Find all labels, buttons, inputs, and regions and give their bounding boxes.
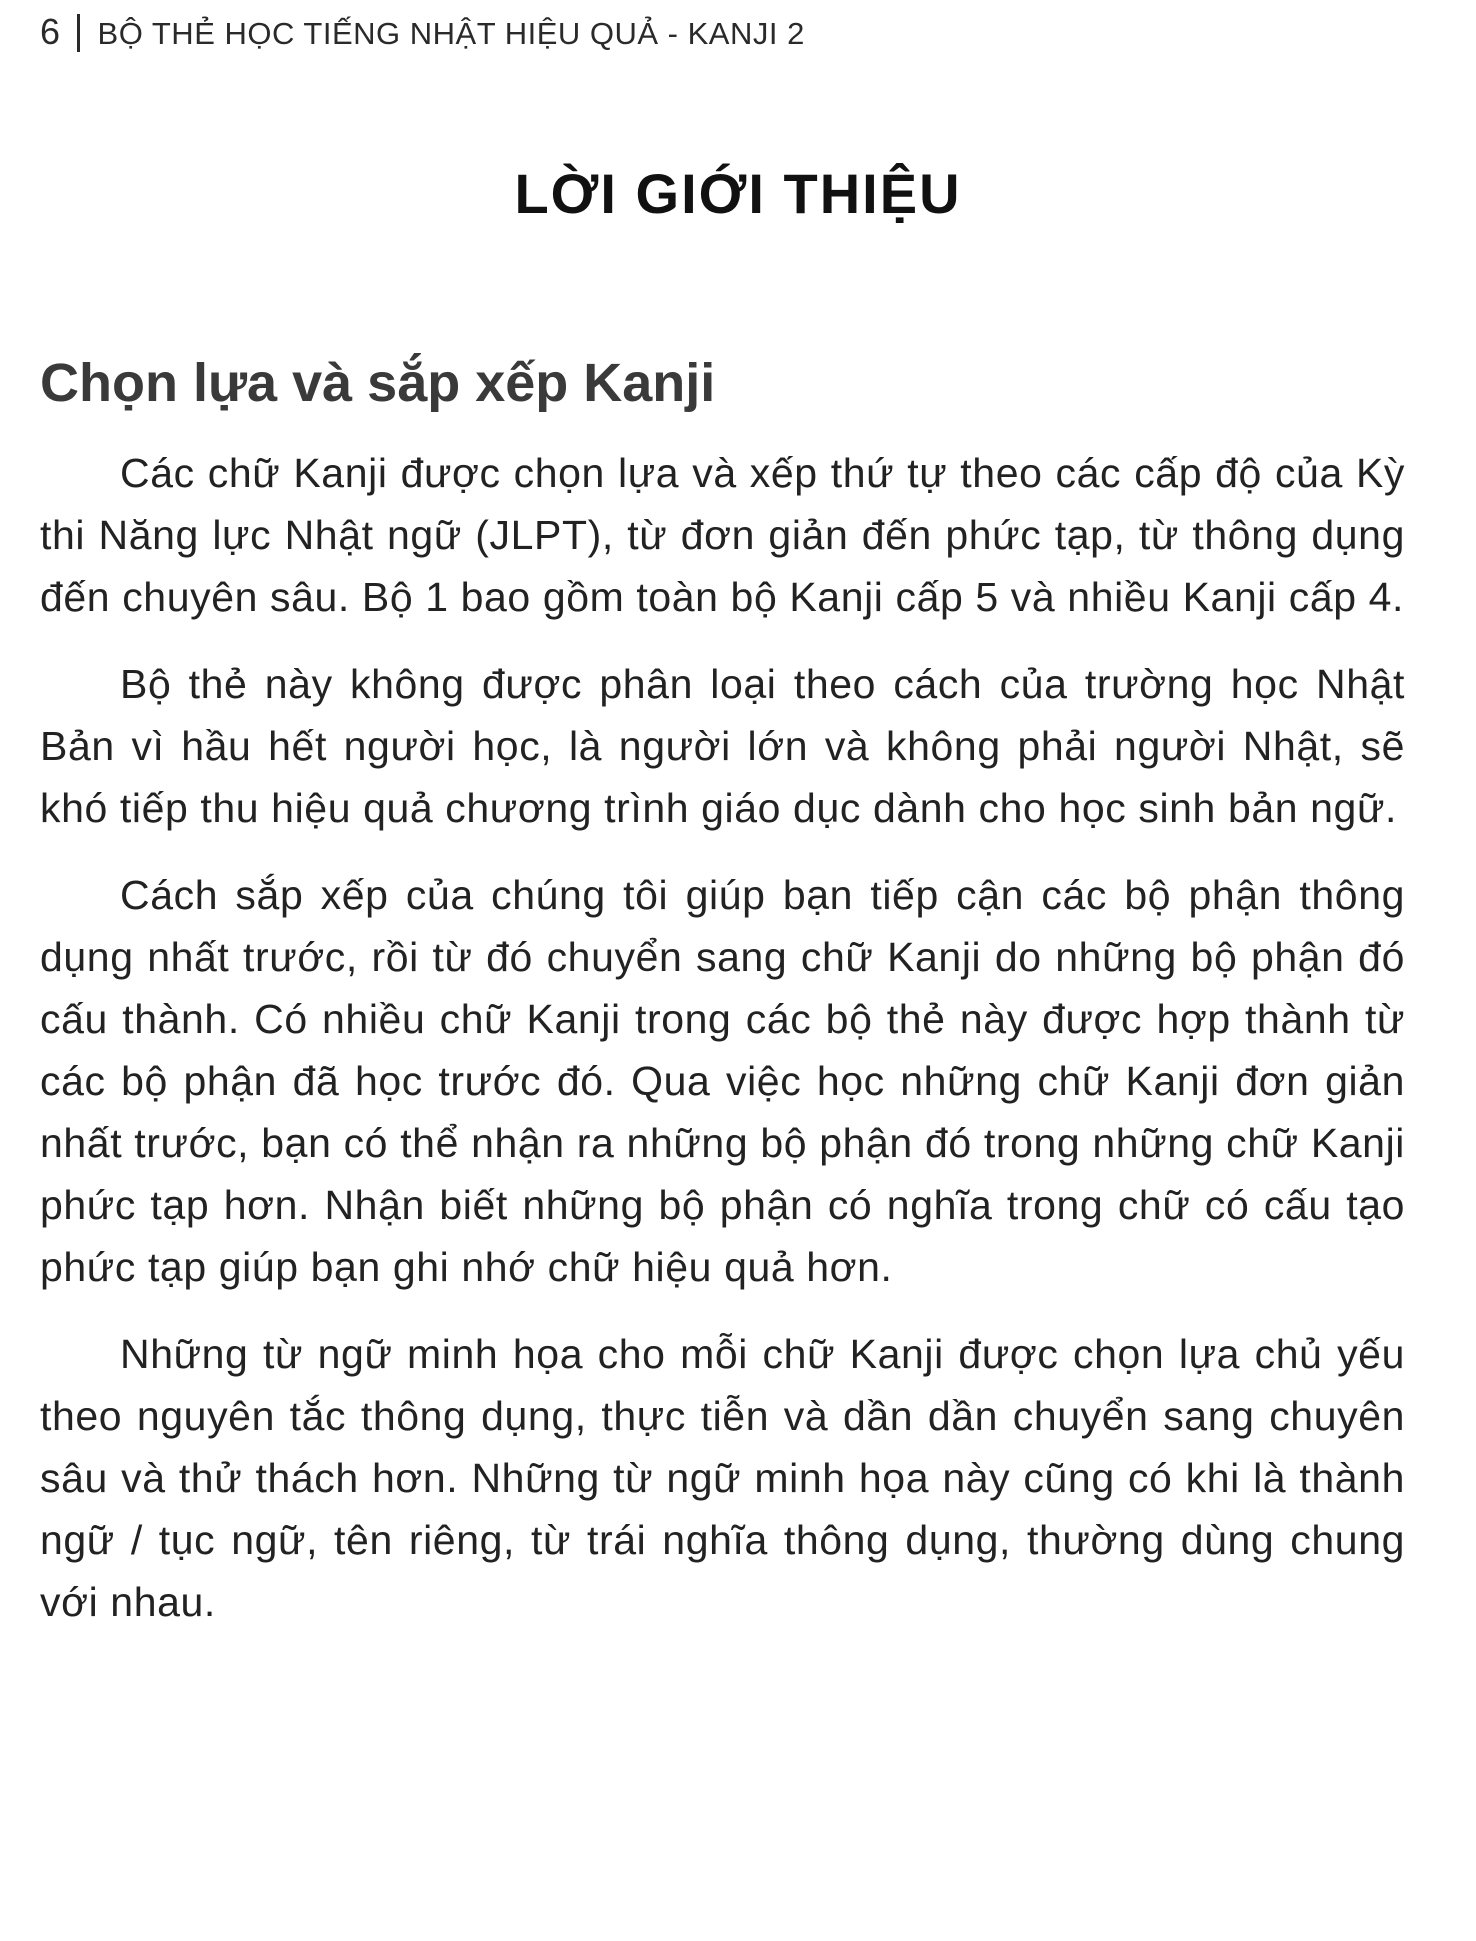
book-title: BỘ THẺ HỌC TIẾNG NHẬT HIỆU QUẢ - KANJI 2 bbox=[97, 16, 805, 51]
paragraph: Cách sắp xếp của chúng tôi giúp bạn tiếp cận các bộ phận thông dụng nhất trước, rồi từ đó chuyển sang chữ Kanji do những bộ phận đó cấu thành. Có nhiều chữ Kanji trong các bộ thẻ này được hợp thành từ các bộ phận đã học trước đó. Qua việc học những chữ Kanji đơn giản nhất trước, bạn có thể nhận ra những bộ phận đó trong những chữ Kanji phức tạp hơn. Nhận biết những bộ phận có nghĩa trong chữ có cấu tạo phức tạp giúp bạn ghi nhớ chữ hiệu quả hơn. bbox=[40, 872, 1405, 1290]
header-divider bbox=[77, 14, 80, 52]
body-text bbox=[40, 442, 1405, 1658]
running-header bbox=[40, 12, 805, 54]
paragraph: Bộ thẻ này không được phân loại theo cách của trường học Nhật Bản vì hầu hết người học, là người lớn và không phải người Nhật, sẽ khó tiếp thu hiệu quả chương trình giáo dục dành cho học sinh bản ngữ. bbox=[40, 661, 1405, 831]
paragraph: Các chữ Kanji được chọn lựa và xếp thứ tự theo các cấp độ của Kỳ thi Năng lực Nhật ngữ (JLPT), từ đơn giản đến phức tạp, từ thông dụng đến chuyên sâu. Bộ 1 bao gồm toàn bộ Kanji cấp 5 và nhiều Kanji cấp 4. bbox=[40, 450, 1405, 620]
page-title: LỜI GIỚI THIỆU bbox=[514, 162, 962, 225]
section-title: Chọn lựa và sắp xếp Kanji bbox=[40, 353, 716, 413]
paragraph: Những từ ngữ minh họa cho mỗi chữ Kanji được chọn lựa chủ yếu theo nguyên tắc thông dụng, thực tiễn và dần dần chuyển sang chuyên sâu và thử thách hơn. Những từ ngữ minh họa này cũng có khi là thành ngữ / tục ngữ, tên riêng, từ trái nghĩa thông dụng, thường dùng chung với nhau. bbox=[40, 1331, 1405, 1625]
page-number: 6 bbox=[40, 11, 61, 52]
